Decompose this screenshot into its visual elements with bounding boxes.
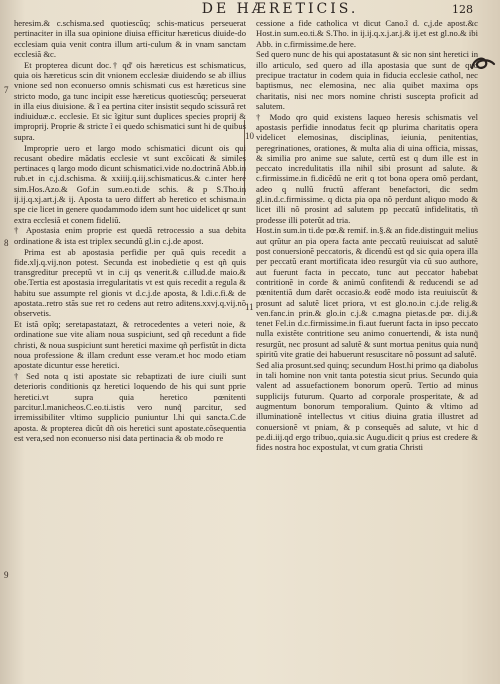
margin-number-8: 8 [4,238,9,248]
right-paragraph: cessione a fide catholica vt dicut Cano.ĩ d. c,j.de apost.&c Host.in sum.eo.ti.& S.Tho. in ij.ij.q.x.j.ar.j.& ij.et est gl.no.& ibi Abb. in c.firmissime.de here. [256,18,478,49]
right-paragraph: † Modo qro quid existens laqueo heresis schismatis vel apostasis perfidie innodatus fecit qp plurima charitatis opera videlicet elemosinas, disciplinas, ieiunia, penitentias, peregrinationes, orationes, & multa alia di uina officia, missas, & similia pro anime sue salute, certũ est q dum ille est in peccato incredulitatis illa nihil sibi prosunt ad salute. & c.firmissime.in fi.dicẽdũ ne erit q tot bona opera omõ perdant, adeo q nullũ fructũ afferant benefactori, dic sedm gl.in.d.c.firmissime. q dicta pia opa nõ perdunt aliquo modo & licet illi nõ prosint ad salutem pp peccatũ infidelitatis, tñ prodesse illi poterũt ad tria. [256,111,478,225]
page-number: 128 [452,3,473,16]
left-paragraph: heresim.& c.schisma.sed quotiescũq; schis-maticus perseuerat pertinaciter in illa sua opinione diuisa efficitur hæreticus diuide-do ecclesiam quia venit contra illum arti-culum & in vnam sanctam ecclesiã &c. [14,18,246,59]
margin-number-11: 11 [245,302,254,312]
left-paragraph: Prima est ab apostasia perfidie per quã quis recedit a fide.xlj.q.vij.non potest. Secunda est inobedietie q est qñ quis transgreditur preceptũ vt in c.ij qs venerit.& c.illud.de maio.& obe.Tertia est apostasia irregularitatis vt est quis recedit a regula & habitu sue assumpte rel gionis vt d.c.j.de aposta, & l.di.c.fi.& de apostata..retro stãs sue ret ro cedens aut retro aditens.xxvj.q.vij.nõ observetis. [14,246,246,319]
left-paragraph: † Sed nota q isti apostate sic rebaptizati de iure ciuili sunt deterioris conditionis qz heretici loquendo de his qui sunt pprie heretici.vt supra quia heretico pœnitenti parcitur.l.manicheos.C.eo.ti.istis vero nunq̃ parcitur, sed irremissibiliter vltimo supplicio puniuntur l.hi qui sancta.C.de aposta. & propterea dicũt dñ ois heretici sunt apostate.cõsequentia est vera,sed non econuerso nisi data pertinacia & ob modo re [14,371,246,443]
margin-number-7: 7 [4,85,9,95]
left-paragraph: Et istã opĩq; seretapastatazt, & retrocedentes a veteri noie, & ordinatione sue vite aliam noua suspiciunt, sed qñ recedunt a fide christi, & noua suspiciunt sunt heretici maxime qñ perfistũt in dicta noua professione & illam credunt esse veram.et hoc modo etiam apostate dicuntur esse heretici. [14,319,246,371]
left-paragraph: Improprie uero et largo modo schismatici dicunt ois qui recusant obedire mãdatis ecclesie vt sunt excõicati & similes pertinaces q largo modo dicunt schismatici.vide no.doctrinã Abb.in rub.et in c,j.d.schisma. & xxiiij.q.iij.schismaticus.& c.inter here sim.Hos.Azo.& Gof.in sum.eo.ti.de schis. & p S.Tho.in ij.ij.q.xj.art.j.& ij. Aposta ta uero differt ab heretico et schisma.in spe cie licet in genere quodammodo idem sunt hoc uidelicet qr sunt extra ecclesiã et conem fideliũ. [14,142,246,225]
left-paragraph: † Apostasia enim proprie est quedã retrocessio a sua debita ordinatione & ista est triplex secundũ gl.in c.j.de apost. [14,225,246,246]
margin-number-9: 9 [4,570,9,580]
left-text-column [14,18,246,444]
right-text-column [256,18,478,453]
right-paragraph: Host.in sum.in ti.de pœ.& remif. in.§.& an fide.distinguit melius aut qrũtur an pia opera facta ante peccatũ reuiuiscat ad salutẽ post conuersionẽ peccatoris, & dicendũ est qd sic quia opera illa per peccatũ erant mortificata ideo resurgũt via cũ suo authore, aut fuerunt facta in peccato, tunc aut peccator habebat contritionẽ in corde & animũ confitendi & reducendi se ad pœnitentiã dum darẽt occasio.& eodẽ modo ista reuiuiscũt & prosunt ad salutẽ licet priora, vt est glo.no.in c.j.de relig.& ven.fanc.in prin.& glo.in c.j.& c.magna pietas.de pœ. di.j.& tenet Fel.in d.c.firmissime.in fi.aut fuerunt facta in ipso peccato nulla existẽte contritione seu animo conuertendi, & ista nunq̃ resurgũt, nec prosunt ad salutẽ & sunt mortua penitus quia nunq̃ spiritũ vite gratie dei habuerunt resuscitare nõ possunt ad salutẽ. [256,225,478,359]
left-paragraph: Et propterea dicunt doc.† qd' ois hæreticus est schismaticus, quia ois hæreticus scin dit vnionem ecclesiæ diuidendo se ab illius vnione sed non econuerso omnis schismati cus est hæreticus sine stricto modo, ga tunc incipit esse hæreticus quotiescũq; perseuerat in illa eius diuisione. & ĩ ea pertina citer insistit sequdo scissurã ret indiuiduæ.c. ecclesie. Et sic ĩgitur sunt duplices species proprij & improprij. Proprie & stricte ĩ ei quedo schismatici sunt hi de quibus supra. [14,59,246,142]
right-paragraph: Sed quero nunc de his qui apostatasunt & sic non sint heretici in illo articulo, sed quero ad illa apostasia que sunt de quo precipue tractatur in codem quia in fiducia ecclesie cathol, nec baptismus, nec elemosina, nec alia quibet maxima ops charitatis, nisi nec mors nomine christi suscepta proficit ad salutem. [256,49,478,111]
margin-number-10: 10 [245,131,254,141]
running-head: DE HÆRETICIS. [201,1,359,17]
right-paragraph: Sed alia prosunt.sed quinq; secundum Host.hi primo qa diabolus in tali homine non vnit tanta potestia sicut prius. Secundo quia valent ad assuefactionem bonorum operũ. Tertio ad minus supplicijs futurum. Quarto ad corporale prosperitate, & ad augmentum bonorum temporalium. Quinto & vltimo ad illuminationẽ intellectus vt citius diuina gratia illustret ad conuersionẽ vt pniam, & p consequẽs ad salute, vt hic d pe.di.iij.qd ergo tribuo,.quia.sic Augu.dicit q prius est credere & fides nostra hoc expostulat, vt cum gratia Christi [256,359,478,453]
